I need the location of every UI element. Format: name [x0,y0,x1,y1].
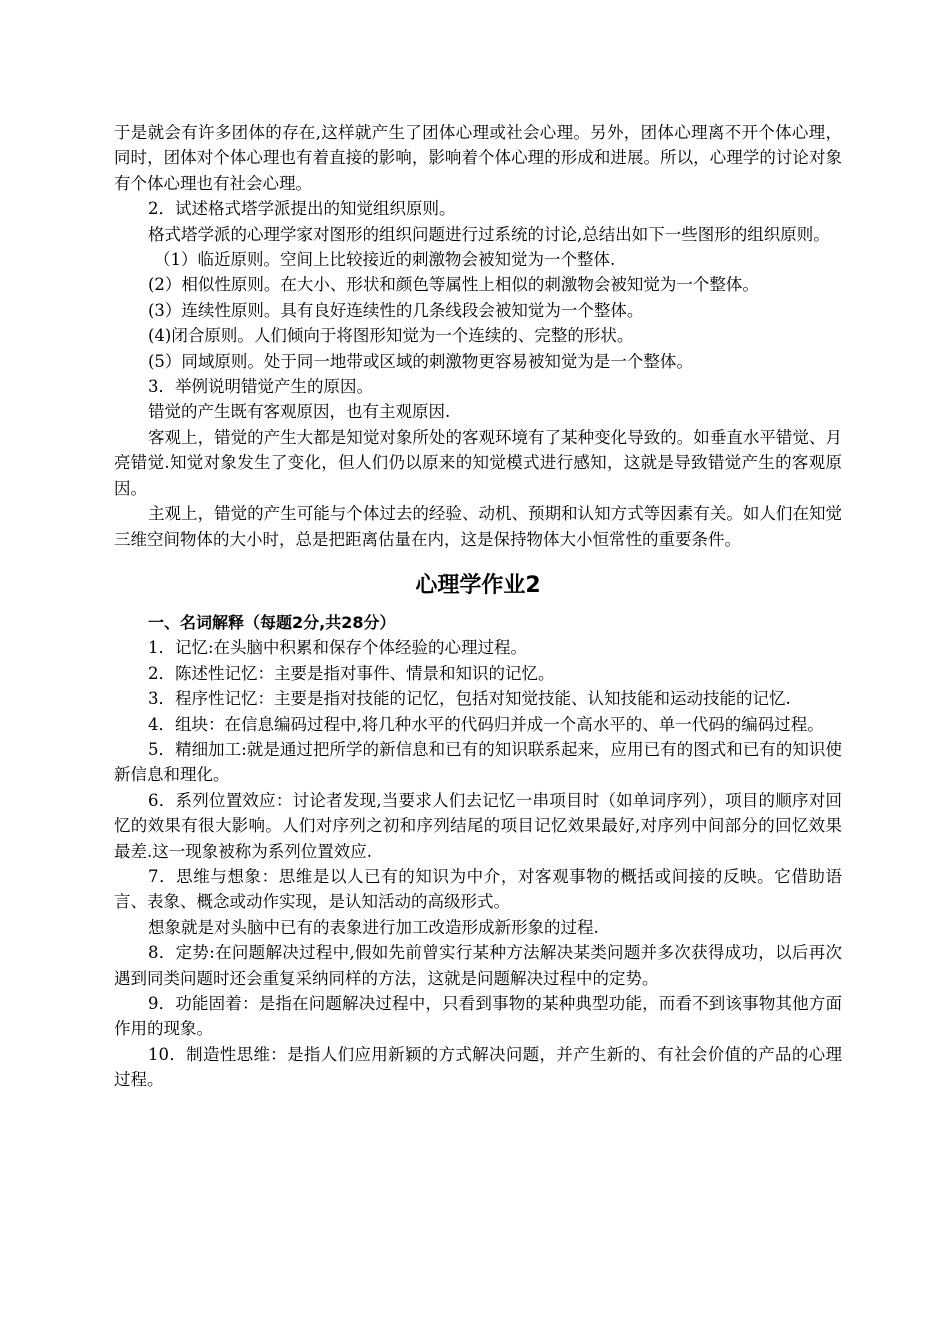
list-item: 1．记忆:在头脑中积累和保存个体经验的心理过程。 [148,638,528,658]
section-heading: 一、名词解释（每题2分,共28分） [148,612,396,632]
list-item: 10．制造性思维：是指人们应用新颖的方式解决问题，并产生新的、有社会价值的产品的心理过程。 [114,1044,842,1090]
list-item: 4．组块：在信息编码过程中,将几种水平的代码归并成一个高水平的、单一代码的编码过程。 [148,714,824,734]
paragraph: 错觉的产生既有客观原因，也有主观原因. [148,402,451,422]
list-item: （1）临近原则。空间上比较接近的刺激物会被知觉为一个整体. [154,250,616,270]
paragraph: 客观上，错觉的产生大都是知觉对象所处的客观环境有了某种变化导致的。如垂直水平错觉、月亮错觉.知觉对象发生了变化，但人们仍以原来的知觉模式进行感知，这就是导致错觉产生的客观原因。 [114,427,842,498]
paragraph: 主观上，错觉的产生可能与个体过去的经验、动机、预期和认知方式等因素有关。如人们在知觉三维空间物体的大小时，总是把距离估量在内，这是保持物体大小恒常性的重要条件。 [114,504,842,549]
question-heading: 2．试述格式塔学派提出的知觉组织原则。 [148,199,456,219]
list-item: (5）同域原则。处于同一地带或区域的刺激物更容易被知觉为是一个整体。 [148,351,693,371]
list-item: 8．定势:在问题解决过程中,假如先前曾实行某种方法解决某类问题并多次获得成功，以后再次遇到同类问题时还会重复采纳同样的方法，这就是问题解决过程中的定势。 [114,943,842,988]
page-title: 心理学作业2 [415,572,541,598]
paragraph: 格式塔学派的心理学家对图形的组织问题进行过系统的讨论,总结出如下一些图形的组织原则。 [148,224,830,244]
list-item: 2．陈述性记忆：主要是指对事件、情景和知识的记忆。 [148,663,555,683]
list-item: 6．系列位置效应：讨论者发现,当要求人们去记忆一串项目时（如单词序列），项目的顺序对回忆的效果有很大影响。人们对序列之初和序列结尾的项目记忆效果最好,对序列中间部分的回忆效果最差.这一现象被称为系列位置效应. [114,790,842,861]
list-item: 9．功能固着：是指在问题解决过程中，只看到事物的某种典型功能，而看不到该事物其他方面作用的现象。 [114,994,842,1039]
list-item: (3）连续性原则。具有良好连续性的几条线段会被知觉为一个整体。 [148,300,644,320]
list-item: 5．精细加工:就是通过把所学的新信息和已有的知识联系起来，应用已有的图式和已有的知识使新信息和理化。 [114,739,842,785]
paragraph: 想象就是对头脑中已有的表象进行加工改造形成新形象的过程. [148,917,599,937]
question-heading: 3．举例说明错觉产生的原因。 [148,377,373,397]
list-item: (2）相似性原则。在大小、形状和颜色等属性上相似的刺激物会被知觉为一个整体。 [148,275,759,295]
list-item: 3．程序性记忆：主要是指对技能的记忆，包括对知觉技能、认知技能和运动技能的记忆. [148,689,791,709]
list-item: 7．思维与想象：思维是以人已有的知识为中介，对客观事物的概括或间接的反映。它借助语言、表象、概念或动作实现，是认知活动的高级形式。 [114,866,842,912]
paragraph: 于是就会有许多团体的存在,这样就产生了团体心理或社会心理。另外，团体心理离不开个体心理，同时，团体对个体心理也有着直接的影响，影响着个体心理的形成和进展。所以，心理学的讨论对象有个体心理也有社会心理。 [114,123,842,193]
list-item: (4)闭合原则。人们倾向于将图形知觉为一个连续的、完整的形状。 [148,326,634,346]
